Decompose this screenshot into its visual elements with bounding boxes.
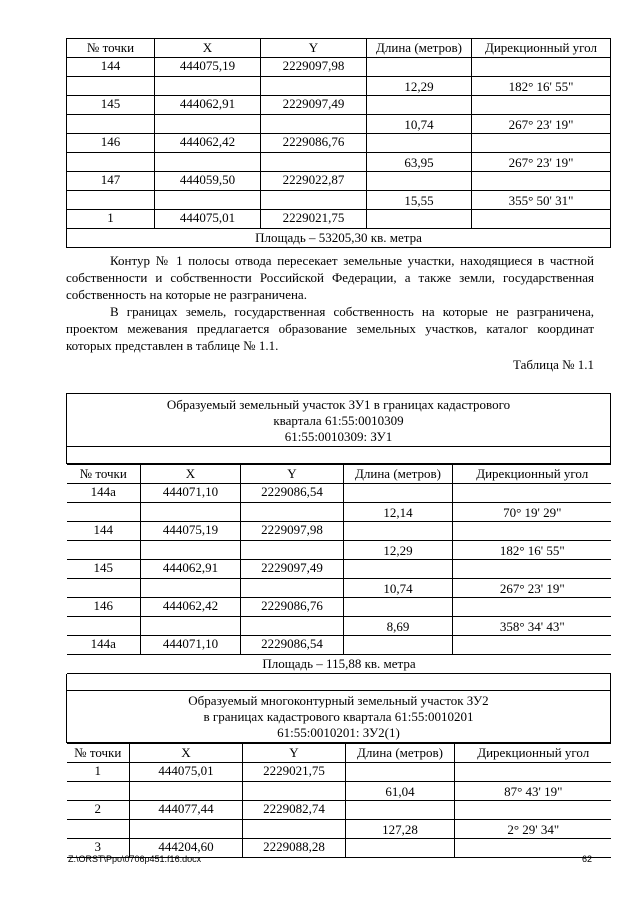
coord-x: 444075,01	[155, 210, 261, 229]
direction-angle: 267° 23' 19"	[472, 153, 611, 172]
length-cell	[346, 801, 455, 820]
angle-cell	[455, 801, 611, 820]
point-number	[67, 191, 155, 210]
direction-angle: 267° 23' 19"	[472, 115, 611, 134]
length-cell	[344, 484, 453, 503]
header-x: X	[130, 744, 243, 763]
coord-y: 2229086,76	[261, 134, 367, 153]
length-cell	[346, 763, 455, 782]
coord-x	[141, 579, 241, 598]
segment-length: 127,28	[346, 820, 455, 839]
table-header-row	[67, 465, 611, 484]
point-number: 146	[67, 598, 141, 617]
coord-x: 444075,01	[130, 763, 243, 782]
length-cell	[344, 560, 453, 579]
point-row	[67, 134, 611, 153]
coordinates-table-contour-1	[66, 38, 611, 248]
angle-cell	[453, 598, 611, 617]
coord-y	[241, 617, 344, 636]
angle-cell	[472, 58, 611, 77]
point-number: 145	[67, 560, 141, 579]
direction-angle: 358° 34' 43"	[453, 617, 611, 636]
direction-angle: 2° 29' 34"	[455, 820, 611, 839]
angle-cell	[453, 522, 611, 541]
table-body	[67, 484, 611, 655]
length-cell	[344, 522, 453, 541]
coord-x: 444204,60	[130, 839, 243, 858]
header-direction-angle: Дирекционный угол	[455, 744, 611, 763]
point-number: 144	[67, 522, 141, 541]
header-point-number: № точки	[67, 39, 155, 58]
coord-x: 444059,50	[155, 172, 261, 191]
footer-page-number: 62	[582, 854, 593, 864]
direction-angle: 87° 43' 19"	[455, 782, 611, 801]
coord-x	[130, 782, 243, 801]
length-cell	[367, 210, 472, 229]
header-direction-angle: Дирекционный угол	[453, 465, 611, 484]
point-row	[67, 96, 611, 115]
header-length: Длина (метров)	[346, 744, 455, 763]
paragraph-new-plots: В границах земель, государственная собственность на которые не разграничена, проектом межевания предлагается образование земельных участков, каталог координат которых представлен в таблице № 1.1.	[66, 304, 594, 353]
segment-row	[67, 115, 611, 134]
coord-y: 2229022,87	[261, 172, 367, 191]
coord-y: 2229097,49	[241, 560, 344, 579]
table-label: Таблица № 1.1	[512, 357, 594, 372]
point-row	[67, 58, 611, 77]
coord-y	[243, 782, 346, 801]
zu1-coordinates-table	[67, 464, 611, 674]
segment-length: 61,04	[346, 782, 455, 801]
point-number	[67, 782, 130, 801]
direction-angle: 182° 16' 55"	[453, 541, 611, 560]
segment-row	[67, 782, 611, 801]
point-number	[67, 503, 141, 522]
point-row	[67, 763, 611, 782]
zu2-caption-line-2: в границах кадастрового квартала 61:55:0010201	[203, 709, 474, 724]
segment-row	[67, 541, 611, 560]
coord-y	[261, 153, 367, 172]
direction-angle: 267° 23' 19"	[453, 579, 611, 598]
paragraph-contour-description: Контур № 1 полосы отвода пересекает земельные участки, находящиеся в частной собственности и собственности Российской Федерации, а также земли, государственная собственность на которые не разграничена.	[66, 253, 594, 302]
length-cell	[367, 58, 472, 77]
angle-cell	[453, 560, 611, 579]
header-direction-angle: Дирекционный угол	[472, 39, 611, 58]
point-number: 147	[67, 172, 155, 191]
coord-y: 2229097,49	[261, 96, 367, 115]
angle-cell	[472, 96, 611, 115]
coord-y: 2229097,98	[261, 58, 367, 77]
table-1-1	[66, 393, 611, 858]
angle-cell	[453, 636, 611, 655]
table-header-row	[67, 39, 611, 58]
point-number	[67, 541, 141, 560]
point-number: 146	[67, 134, 155, 153]
point-number: 2	[67, 801, 130, 820]
coord-x	[141, 617, 241, 636]
point-number: 3	[67, 839, 130, 858]
coord-x	[130, 820, 243, 839]
length-cell	[344, 598, 453, 617]
point-row	[67, 560, 611, 579]
segment-length: 12,29	[367, 77, 472, 96]
coord-y: 2229082,74	[243, 801, 346, 820]
coord-x	[155, 153, 261, 172]
zu2-caption-line-1: Образуемый многоконтурный земельный участок ЗУ2	[188, 693, 489, 708]
table-body	[67, 58, 611, 229]
coord-y	[261, 77, 367, 96]
coord-y	[261, 115, 367, 134]
coord-x	[141, 503, 241, 522]
angle-cell	[472, 134, 611, 153]
zu1-caption-line-2: квартала 61:55:0010309	[273, 413, 404, 428]
point-row	[67, 210, 611, 229]
coord-y: 2229086,76	[241, 598, 344, 617]
point-number	[67, 579, 141, 598]
coord-x: 444077,44	[130, 801, 243, 820]
header-y: Y	[261, 39, 367, 58]
length-cell	[346, 839, 455, 858]
point-number	[67, 820, 130, 839]
point-number: 144	[67, 58, 155, 77]
zu2-coordinates-table	[67, 743, 611, 858]
point-row	[67, 172, 611, 191]
point-number: 144а	[67, 636, 141, 655]
coord-x: 444075,19	[155, 58, 261, 77]
length-cell	[367, 134, 472, 153]
coord-x	[155, 77, 261, 96]
point-number: 1	[67, 210, 155, 229]
point-row	[67, 522, 611, 541]
footer-file-path: Z:\ORST\Ppo\0706p451.f16.docx	[68, 854, 202, 864]
point-number	[67, 77, 155, 96]
zu1-caption-line-1: Образуемый земельный участок ЗУ1 в границах кадастрового	[166, 397, 511, 412]
segment-row	[67, 617, 611, 636]
point-number: 145	[67, 96, 155, 115]
segment-length: 8,69	[344, 617, 453, 636]
point-number: 1	[67, 763, 130, 782]
zu1-caption	[67, 394, 611, 447]
header-x: X	[155, 39, 261, 58]
length-cell	[367, 96, 472, 115]
length-cell	[344, 636, 453, 655]
zu2-caption-line-3: 61:55:0010201: ЗУ2(1)	[277, 725, 400, 740]
direction-angle: 355° 50' 31"	[472, 191, 611, 210]
coord-y: 2229097,98	[241, 522, 344, 541]
header-x: X	[141, 465, 241, 484]
header-y: Y	[241, 465, 344, 484]
table-body	[67, 763, 611, 858]
coord-x: 444062,91	[141, 560, 241, 579]
point-row	[67, 801, 611, 820]
point-number	[67, 115, 155, 134]
coord-x: 444071,10	[141, 636, 241, 655]
segment-length: 15,55	[367, 191, 472, 210]
area-summary: Площадь – 53205,30 кв. метра	[67, 229, 611, 248]
angle-cell	[472, 210, 611, 229]
coord-y	[261, 191, 367, 210]
angle-cell	[455, 763, 611, 782]
coord-y: 2229021,75	[243, 763, 346, 782]
spacer-row	[67, 674, 611, 691]
zu2-caption	[67, 691, 611, 743]
header-length: Длина (метров)	[367, 39, 472, 58]
direction-angle: 70° 19' 29"	[453, 503, 611, 522]
area-summary: Площадь – 115,88 кв. метра	[67, 655, 611, 674]
segment-length: 10,74	[367, 115, 472, 134]
coord-y	[241, 579, 344, 598]
point-row	[67, 484, 611, 503]
segment-row	[67, 820, 611, 839]
spacer-row	[67, 447, 611, 464]
length-cell	[367, 172, 472, 191]
point-number	[67, 617, 141, 636]
point-row	[67, 636, 611, 655]
direction-angle: 182° 16' 55"	[472, 77, 611, 96]
coord-x	[141, 541, 241, 560]
zu1-caption-line-3: 61:55:0010309: ЗУ1	[284, 429, 393, 444]
coord-x	[155, 115, 261, 134]
table-header-row	[67, 744, 611, 763]
segment-length: 12,14	[344, 503, 453, 522]
coord-x: 444062,42	[155, 134, 261, 153]
coord-x: 444062,91	[155, 96, 261, 115]
header-length: Длина (метров)	[344, 465, 453, 484]
point-number: 144а	[67, 484, 141, 503]
point-row	[67, 598, 611, 617]
coord-y	[243, 820, 346, 839]
coord-y	[241, 541, 344, 560]
coord-x	[155, 191, 261, 210]
coord-y	[241, 503, 344, 522]
segment-row	[67, 191, 611, 210]
header-y: Y	[243, 744, 346, 763]
segment-length: 12,29	[344, 541, 453, 560]
header-point-number: № точки	[67, 744, 130, 763]
segment-row	[67, 77, 611, 96]
coord-y: 2229086,54	[241, 484, 344, 503]
segment-row	[67, 153, 611, 172]
coord-y: 2229086,54	[241, 636, 344, 655]
segment-length: 63,95	[367, 153, 472, 172]
coord-y: 2229021,75	[261, 210, 367, 229]
coord-x: 444071,10	[141, 484, 241, 503]
segment-length: 10,74	[344, 579, 453, 598]
segment-row	[67, 503, 611, 522]
coord-x: 444075,19	[141, 522, 241, 541]
coord-y: 2229088,28	[243, 839, 346, 858]
angle-cell	[453, 484, 611, 503]
header-point-number: № точки	[67, 465, 141, 484]
point-number	[67, 153, 155, 172]
coord-x: 444062,42	[141, 598, 241, 617]
segment-row	[67, 579, 611, 598]
angle-cell	[472, 172, 611, 191]
